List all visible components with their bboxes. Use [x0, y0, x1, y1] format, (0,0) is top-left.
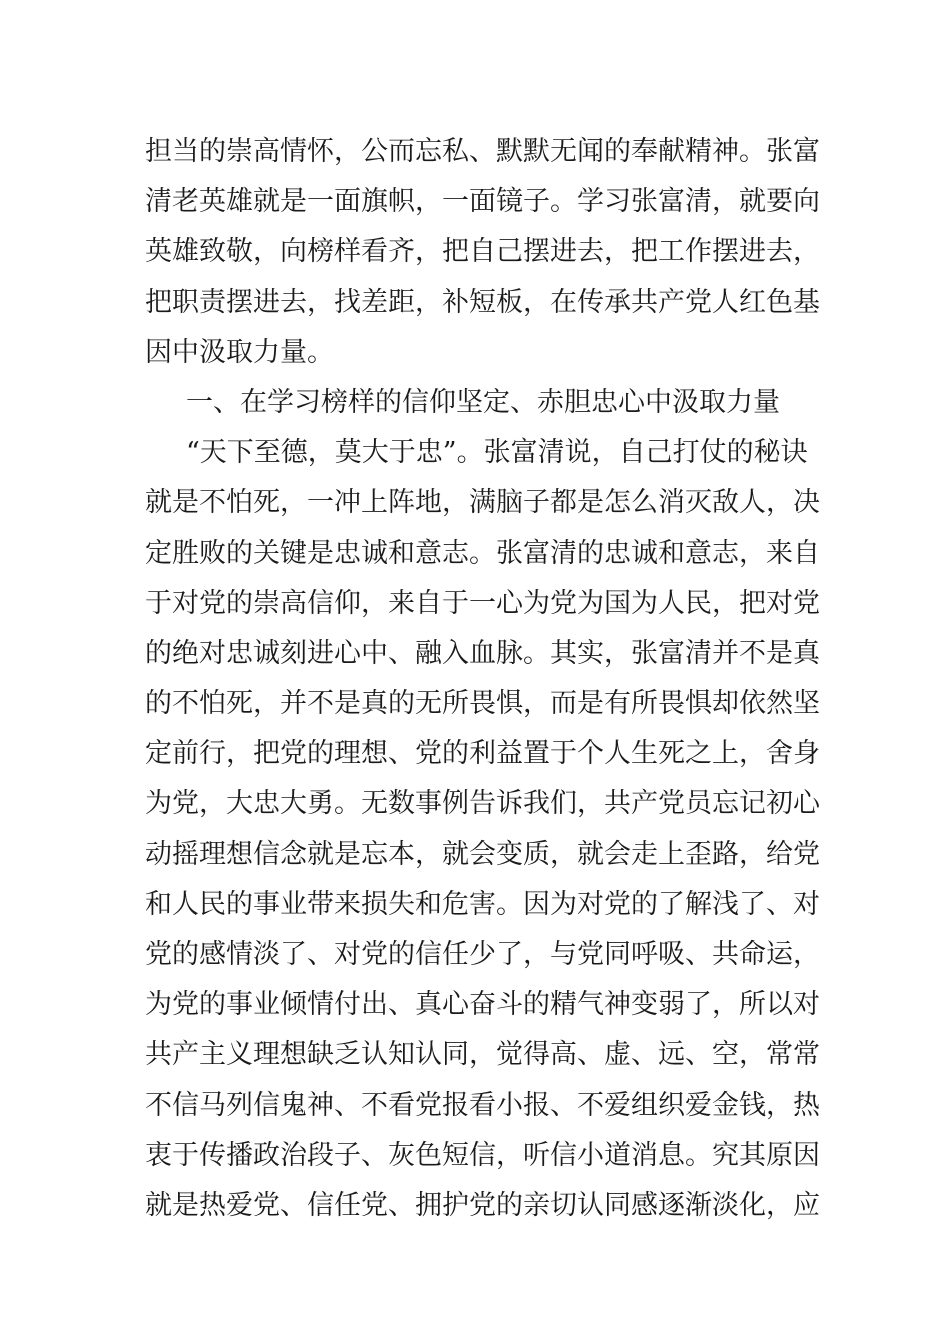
paragraph-line: 共产主义理想缺乏认知认同，觉得高、虚、远、空，常常 — [145, 1039, 820, 1071]
paragraph-line: 就是不怕死，一冲上阵地，满脑子都是怎么消灭敌人，决 — [145, 487, 820, 519]
paragraph-line: 的不怕死，并不是真的无所畏惧，而是有所畏惧却依然坚 — [145, 688, 820, 720]
paragraph-line: 党的感情淡了、对党的信任少了，与党同呼吸、共命运， — [145, 939, 820, 970]
paragraph-line: 为党，大忠大勇。无数事例告诉我们，共产党员忘记初心 — [145, 788, 820, 820]
paragraph-line: 衷于传播政治段子、灰色短信，听信小道消息。究其原因 — [145, 1139, 820, 1171]
paragraph-line: 清老英雄就是一面旗帜，一面镜子。学习张富清，就要向 — [145, 186, 820, 218]
paragraph-line: 为党的事业倾情付出、真心奋斗的精气神变弱了，所以对 — [145, 989, 820, 1021]
paragraph-line: 就是热爱党、信任党、拥护党的亲切认同感逐渐淡化，应 — [145, 1189, 820, 1221]
paragraph-line: 因中汲取力量。 — [145, 336, 334, 368]
paragraph-line: 英雄致敬，向榜样看齐，把自己摆进去，把工作摆进去， — [145, 236, 820, 268]
paragraph-line: 和人民的事业带来损失和危害。因为对党的了解浅了、对 — [145, 888, 820, 920]
section-heading: 一、在学习榜样的信仰坚定、赤胆忠心中汲取力量 — [186, 386, 780, 418]
paragraph-line: 动摇理想信念就是忘本，就会变质，就会走上歪路，给党 — [145, 838, 820, 870]
paragraph-line: 不信马列信鬼神、不看党报看小报、不爱组织爱金钱，热 — [145, 1089, 820, 1121]
paragraph-line: 把职责摆进去，找差距，补短板，在传承共产党人红色基 — [145, 286, 820, 318]
paragraph-line: 担当的崇高情怀，公而忘私、默默无闻的奉献精神。张富 — [145, 136, 820, 167]
paragraph-line: 定胜败的关键是忠诚和意志。张富清的忠诚和意志，来自 — [145, 537, 820, 569]
body-text — [145, 127, 820, 1231]
paragraph-line: 定前行，把党的理想、党的利益置于个人生死之上，舍身 — [145, 738, 820, 770]
paragraph-line: “天下至德，莫大于忠”。张富清说，自己打仗的秘诀 — [186, 437, 808, 469]
paragraph-line: 于对党的崇高信仰，来自于一心为党为国为人民，把对党 — [145, 587, 820, 619]
paragraph-line: 的绝对忠诚刻进心中、融入血脉。其实，张富清并不是真 — [145, 637, 820, 669]
